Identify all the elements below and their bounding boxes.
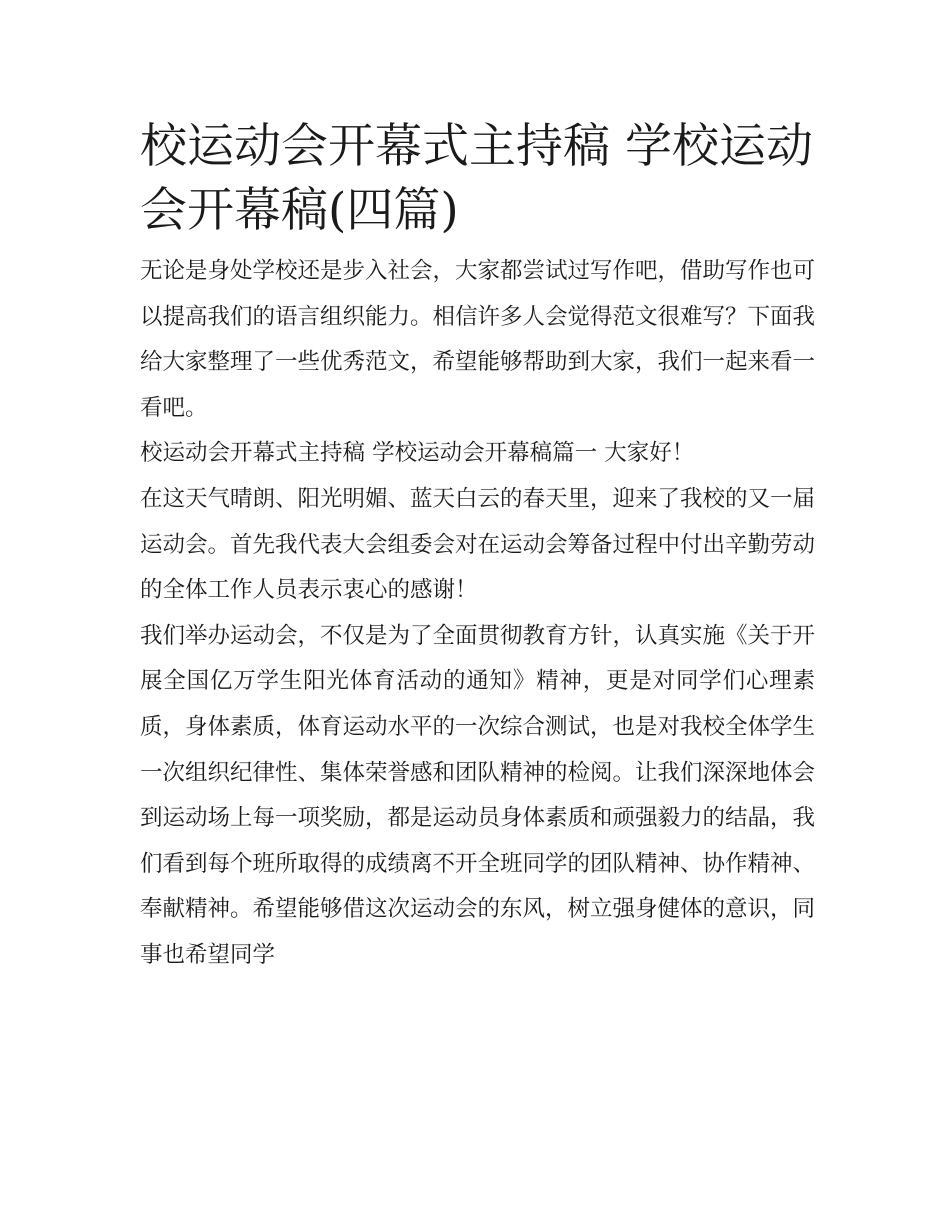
document-content bbox=[140, 115, 815, 979]
paragraph-intro: 无论是身处学校还是步入社会，大家都尝试过写作吧，借助写作也可以提高我们的语言组织能力。相信许多人会觉得范文很难写？下面我给大家整理了一些优秀范文，希望能够帮助到大家，我们一起来看一看吧。 bbox=[140, 258, 816, 421]
document-title: 校运动会开幕式主持稿 学校运动会开幕稿(四篇) bbox=[140, 119, 813, 238]
paragraph-opening: 在这天气晴朗、阳光明媚、蓝天白云的春天里，迎来了我校的又一届运动会。首先我代表大会组委会对在运动会筹备过程中付出辛勤劳动的全体工作人员表示衷心的感谢！ bbox=[140, 485, 816, 604]
paragraph-section-heading: 校运动会开幕式主持稿 学校运动会开幕稿篇一 大家好！ bbox=[140, 440, 695, 467]
paragraph-purpose: 我们举办运动会，不仅是为了全面贯彻教育方针，认真实施《关于开展全国亿万学生阳光体育活动的通知》精神，更是对同学们心理素质，身体素质，体育运动水平的一次综合测试，也是对我校全体学生一次组织纪律性、集体荣誉感和团队精神的检阅。让我们深深地体会到运动场上每一项奖励，都是运动员身体素质和顽强毅力的结晶，我们看到每个班所取得的成绩离不开全班同学的团队精神、协作精神、奉献精神。希望能够借这次运动会的东风，树立强身健体的意识，同事也希望同学 bbox=[140, 622, 816, 968]
